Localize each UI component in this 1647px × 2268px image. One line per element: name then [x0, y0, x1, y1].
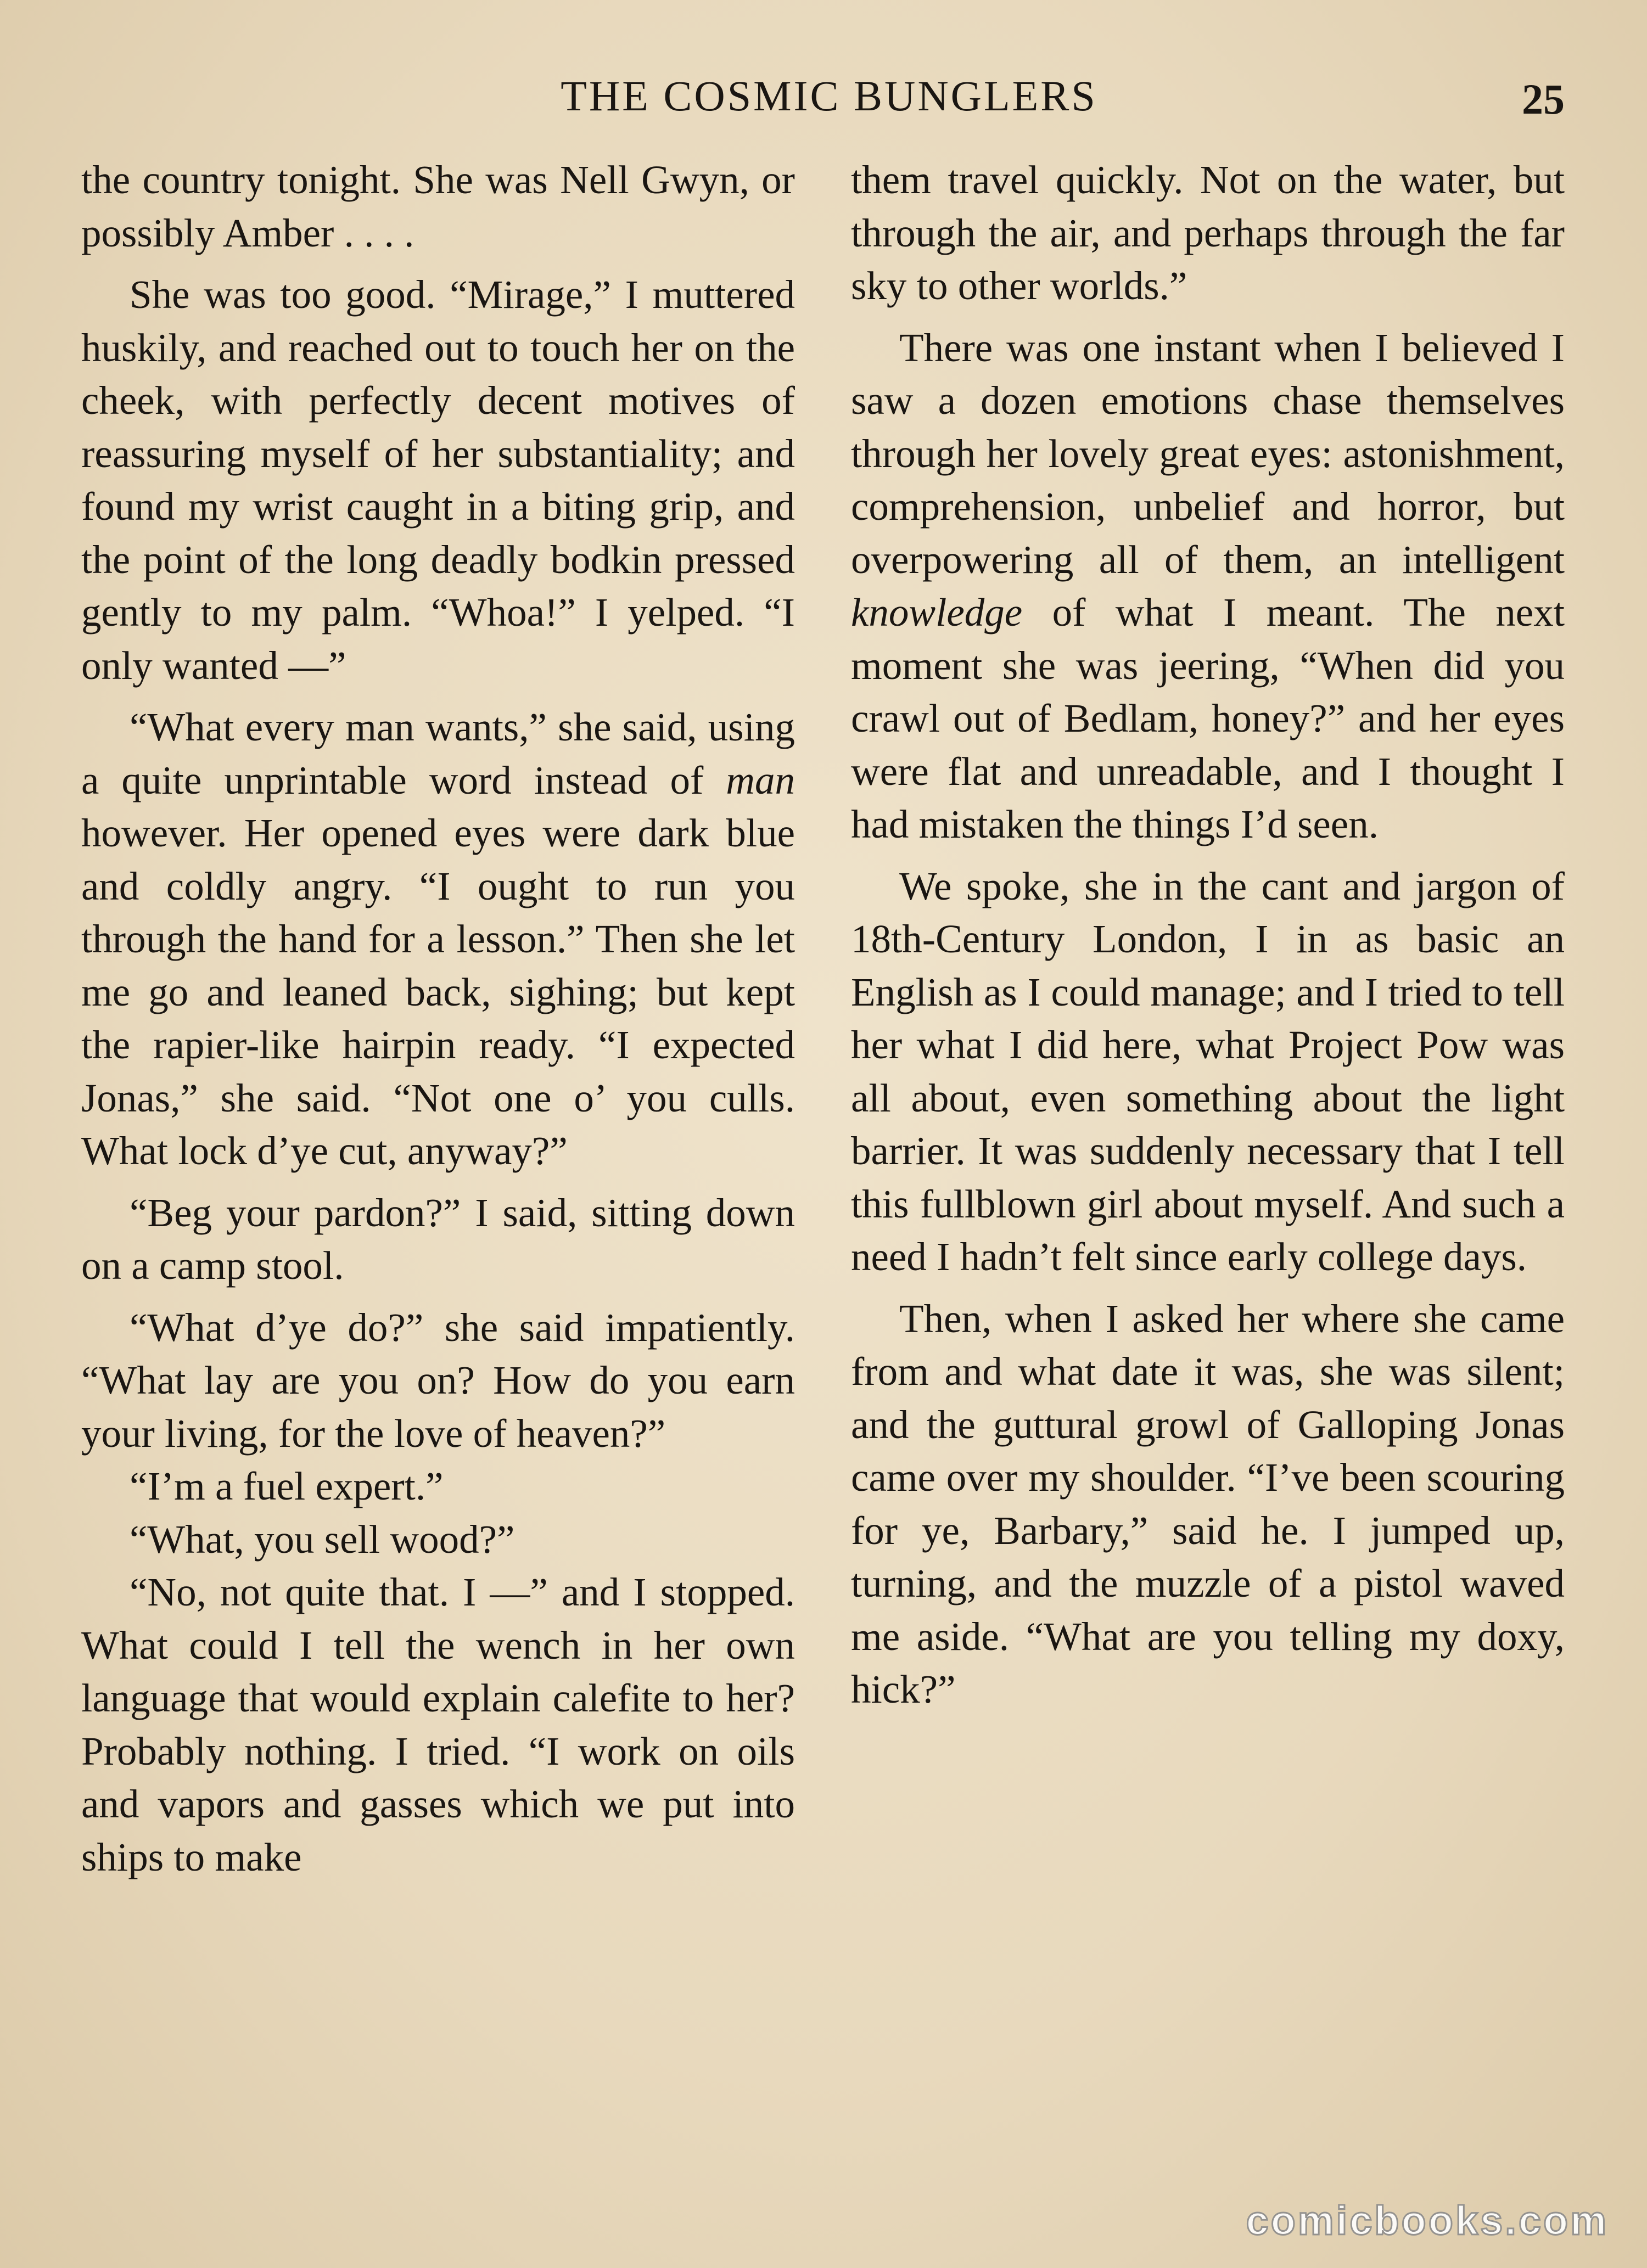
paragraph-text: There was one instant when I believed I saw a dozen emotions chase themselves through her lovely great eyes: astonishment, comprehension, unbelief and horror, but overpowering all of them, an intelligent	[851, 325, 1565, 582]
paragraph	[81, 701, 795, 1178]
paragraph: Then, when I asked her where she came from and what date it was, she was silent; and the guttural growl of Galloping Jonas came over my shoulder. “I’ve been scouring for ye, Barbary,” said he. I jumped up, turning, and the muzzle of a pistol waved me aside. “What are you telling my doxy, hick?”	[851, 1296, 1565, 1711]
page-number: 25	[1522, 75, 1565, 123]
right-column	[851, 154, 1565, 1725]
paragraph: She was too good. “Mirage,” I muttered huskily, and reached out to touch her on the cheek, with perfectly decent motives of reassuring myself of her substantiality; and found my wrist caught in a biting grip, and the point of the long deadly bodkin pressed gently to my palm. “Whoa!” I yelped. “I only wanted —”	[81, 272, 795, 688]
paragraph-text: however. Her opened eyes were dark blue and coldly angry. “I ought to run you through the hand for a lesson.” Then she let me go and leaned back, sighing; but kept the rapier-like hairpin ready. “I expected Jonas,” she said. “Not one o’ you culls. What lock d’ye cut, anyway?”	[81, 811, 795, 1173]
paragraph: the country tonight. She was Nell Gwyn, or possibly Amber . . . .	[81, 158, 795, 255]
paragraph: We spoke, she in the cant and jargon of 18th-Century London, I in as basic an English as I could manage; and I tried to tell her what I did here, what Project Pow was all about, even something about the light barrier. It was suddenly necessary that I tell this fullblown girl about myself. And such a need I hadn’t felt since early college days.	[851, 863, 1565, 1279]
italic-word: man	[726, 757, 795, 802]
paragraph-text: “What every man wants,” she said, using a quite unprintable word instead of	[81, 705, 795, 802]
paragraph: “Beg your pardon?” I said, sitting down on a camp stool.	[81, 1190, 795, 1288]
paragraph: them travel quickly. Not on the water, but through the air, and perhaps through the far sky to other worlds.”	[851, 158, 1565, 308]
paragraph: “What, you sell wood?”	[130, 1517, 515, 1562]
italic-word: knowledge	[851, 590, 1023, 635]
paragraph: “What d’ye do?” she said impatiently. “What lay are you on? How do you earn your living, for the love of heaven?”	[81, 1305, 795, 1456]
paragraph: “No, not quite that. I —” and I stopped. What could I tell the wench in her own language that would explain calefite to her? Probably nothing. I tried. “I work on oils and vapors and gasses which we put into ships to make	[81, 1570, 795, 1879]
page-header	[82, 66, 1576, 126]
paragraph: “I’m a fuel expert.”	[130, 1464, 444, 1508]
watermark-logo: comicbooks.com	[1246, 2198, 1609, 2243]
paragraph-text: of what I meant. The next moment she was jeering, “When did you crawl out of Bedlam, honey?” and her eyes were flat and unreadable, and I thought I had mistaken the things I’d seen.	[851, 590, 1565, 846]
paragraph	[851, 322, 1565, 851]
left-column	[81, 154, 795, 1893]
running-title: THE COSMIC BUNGLERS	[561, 72, 1097, 120]
